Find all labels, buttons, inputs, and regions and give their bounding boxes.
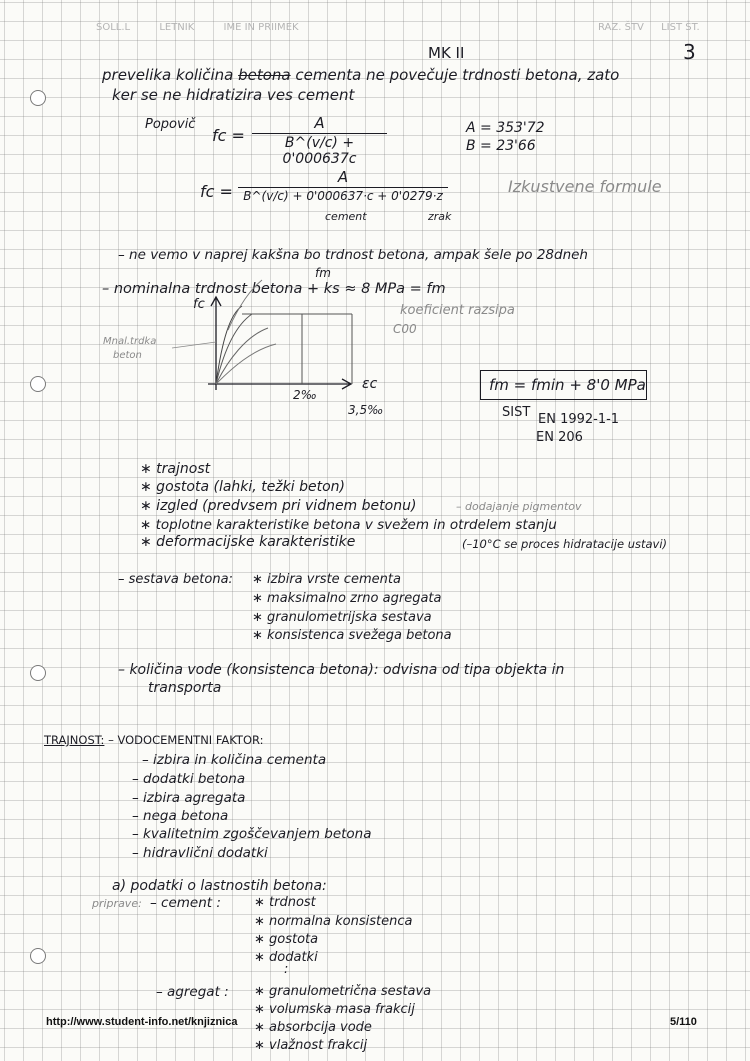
durability-item: – nega betona [132,808,229,824]
cement-label: – cement : [150,895,221,911]
cement-item: ∗ gostota [254,932,319,947]
page-number: 3 [683,40,696,64]
formula-2-numerator: A [337,168,349,186]
prerequisite-label: priprave: [92,897,142,910]
header-field-label: ŠOLL.L [96,22,131,33]
standard-en-1992: EN 1992-1-1 [538,412,620,427]
stress-strain-graph [150,270,390,420]
tick-label-35: 3,5‰ [348,403,384,417]
footer-page: 5/110 [670,1016,697,1028]
fm-above: fm [315,266,331,280]
cement-item: ∗ normalna konsistenca [254,914,413,929]
x-axis-label: εc [362,376,378,392]
section-a-title: a) podatki o lastnostih betona: [112,878,327,894]
label-leader [172,342,216,348]
agregat-item: ∗ volumska masa frakcij [254,1002,415,1017]
standard-en-206: EN 206 [536,430,583,445]
tick-label-2: 2‰ [293,388,317,402]
intro-line-1 [102,66,619,84]
binder-hole [30,90,46,106]
strength-text: – nominalna trdnost betona + [102,281,320,297]
durability-item: – hidravlični dodatki [132,845,268,861]
footer-url: http://www.student-info.net/knjiznica [46,1016,238,1028]
composition-item: ∗ izbira vrste cementa [252,572,401,587]
water-line-2: transporta [148,680,222,696]
durability-item: – kvalitetnim zgoščevanjem betona [132,826,372,842]
course-title: MK II [428,44,465,62]
formula-1-numerator: A [314,114,325,132]
rising-leader [228,280,262,330]
water-line-1: – količina vode (konsistenca betona): odvisna od tipa objekta in [118,662,565,678]
graph-left-label-1: Mnal.trdka [103,336,157,347]
ks-symbol: ks [323,281,340,297]
intro-text: prevelika količina [102,66,234,84]
binder-hole [30,665,46,681]
formula-2-note-zrak: zrak [428,210,452,223]
composition-item: ∗ granulometrijska sestava [252,610,432,625]
agregat-item: ∗ vlažnost frakcij [254,1038,368,1053]
temperature-note: (–10°C se proces hidratacije ustavi) [462,537,668,551]
formula-1-lhs: fc = [212,126,245,145]
agregat-item: ∗ absorbcija vode [254,1020,372,1035]
formula-1-fraction [252,114,387,167]
property-item: ∗ toplotne karakteristike betona v svežem in otrdelem stanju [140,517,557,533]
formula-2-denominator: B^(v/c) + 0'000637·c + 0'0279·z [243,189,443,203]
binder-hole [30,948,46,964]
graph-left-label-2: beton [113,350,142,361]
durability-item: – dodatki betona [132,771,246,787]
y-axis-label: fc [193,297,205,312]
binder-hole [30,376,46,392]
standard-sist: SIST [502,405,531,420]
fraction-bar [238,187,448,188]
faded-header-left [96,22,325,42]
strength-text: ≈ 8 MPa = fm [344,281,446,297]
intro-line-2: ker se ne hidratizira ves cement [112,86,355,104]
durability-title [44,733,264,747]
cement-item: ∗ trdnost [254,895,316,910]
formula-1-denominator: B^(v/c) + 0'000637c [282,135,357,167]
strength-line-1: – ne vemo v naprej kakšna bo trdnost betona, ampak šele po 28dneh [118,247,588,263]
agregat-item: ∗ granulometrična sestava [254,984,432,999]
constant-b: B = 23'66 [466,138,536,154]
formula-2-note-cement: cement [325,210,367,223]
agregat-label: – agregat : [156,984,229,1000]
pigment-note: – dodajanje pigmentov [456,500,582,513]
crossed-out-word: betona [238,66,291,84]
property-item: ∗ deformacijske karakteristike [140,534,356,550]
formula-author: Popovič [145,117,196,132]
composition-label: – sestava betona: [118,572,233,587]
property-item: ∗ izgled (predvsem pri vidnem betonu) [140,498,417,514]
boxed-formula-text: fm = fmin + 8'0 MPa [489,376,646,394]
cement-item: ∗ dodatki [254,950,318,965]
header-field-label: LIST ŠT. [661,22,700,33]
empirical-note: Izkustvene formule [508,177,662,196]
boxed-formula [480,370,647,400]
durability-title-text: TRAJNOST: [44,733,105,747]
header-field-label: LETNIK [159,22,195,33]
fraction-bar [252,133,387,134]
composition-item: ∗ konsistenca svežega betona [252,628,452,643]
durability-item: – izbira agregata [132,790,246,806]
faded-header-right [598,22,726,42]
koeficient-note: koeficient razsipa [400,303,515,318]
durability-item: – izbira in količina cementa [142,752,327,768]
cement-item-ellipsis: : [284,962,289,977]
c00-note: C00 [393,322,417,336]
formula-2-fraction [238,168,448,203]
property-item: ∗ trajnost [140,461,211,477]
strength-curve [216,344,276,384]
header-field-label: RAZ. ŠTV [598,22,644,33]
formula-2-lhs: fc = [200,182,233,201]
intro-text: cementa ne povečuje trdnosti betona, zato [295,66,620,84]
property-item: ∗ gostota (lahki, težki beton) [140,479,345,495]
constant-a: A = 353'72 [466,120,545,136]
composition-item: ∗ maksimalno zrno agregata [252,591,442,606]
header-field-label: IME IN PRIIMEK [223,22,299,33]
durability-subtitle: – VODOCEMENTNI FAKTOR: [108,733,264,747]
